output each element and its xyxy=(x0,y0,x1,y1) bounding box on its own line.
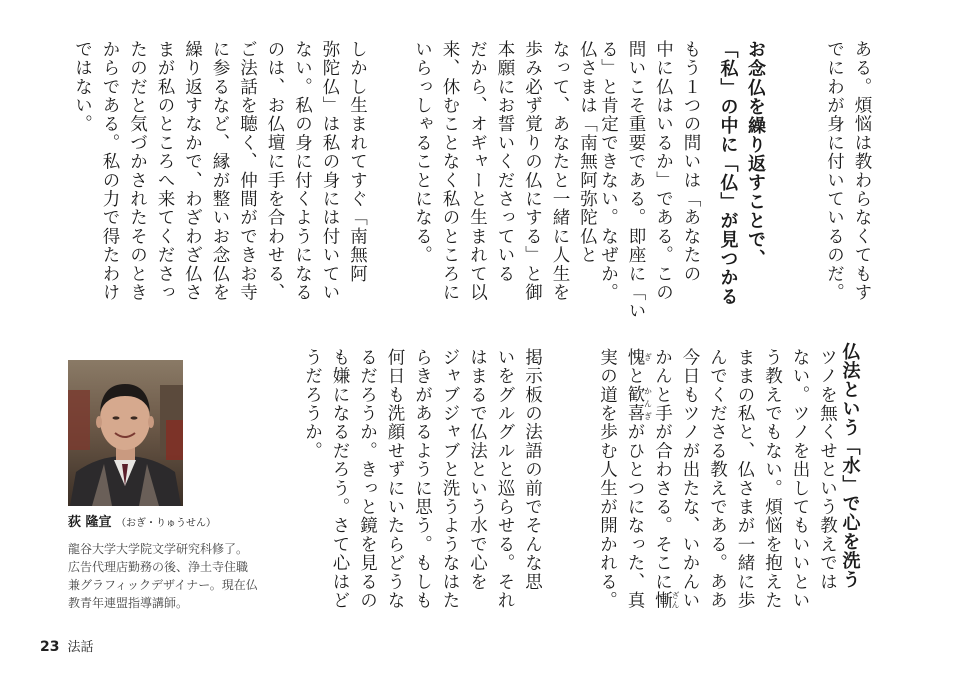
author-name-reading: （おぎ・りゅうせん） xyxy=(116,518,217,529)
upper-paragraph-1: もう１つの問いは「あなたの 中に仏はいるか」である。この 問いこそ重要である。即座に「い る」と肯定できない。なぜか。 xyxy=(598,40,701,321)
section-label: 法話 xyxy=(67,640,94,655)
page-number: 23 xyxy=(40,639,60,655)
section-heading-1: お念仏を繰り返すことで、 「私」の中に「仏」が見つかる xyxy=(717,40,766,306)
ruby-ki: 愧ぎ xyxy=(625,348,653,367)
ruby-kanki: 歓喜かんぎ xyxy=(625,385,653,423)
lower-paragraph-1: ツノを無くせという教えでは ない。ツノを出してもいいとい う教えでもない。煩悩を抱えた ままの私と、仏さまが一緒に歩 んでくださる教えである。ああ 今日もツノが出たな、いかんい かんと手が合わさる。そこに慚ざん 愧ぎと歓喜かんぎがひとつになった、真 実の道を歩む人生が開かれる。 xyxy=(597,348,838,610)
page-footer xyxy=(40,636,94,655)
continuation-text: ある。煩悩は教わらなくてもす でにわが身に付いているのだ。 xyxy=(824,40,872,302)
author-photo xyxy=(68,360,183,506)
ruby-zan: 慚ざん xyxy=(652,591,680,610)
upper-paragraph-2: 仏さまは「南無阿弥陀仏と なって、あなたと一緒に人生を 歩み必ず覚りの仏にする」と御 本願にお誓いくださっている だから、オギャーと生まれて以 来、休むことなく私のところに いらっしゃることになる。 xyxy=(412,40,598,302)
lower-paragraph-2: 掲示板の法語の前でそんな思 いをグルグルと巡らせる。それ はまるで仏法という水で心を ジャブジャブと洗うようなはた らきがあるように思う。もしも 何日も洗顔せずにいたらどうな るだろうか。きっと鏡を見るの も嫌になるだろう。さて心はど うだろうか。 xyxy=(302,348,543,610)
author-portrait-image xyxy=(68,360,183,506)
author-name: 荻 隆宣 （おぎ・りゅうせん） xyxy=(68,515,217,530)
upper-paragraph-3: しかし生まれてすぐ「南無阿 弥陀仏」は私の身には付いてい ない。私の身に付くようになる のは、お仏壇に手を合わせる、 ご法話を聴く、仲間ができお寺 に参るなど、縁が整いお念仏を 繰り返すなかで、わざわざ仏さ まが私のところへ来てくださっ たのだと気づかされたそのとき からである。私の力で得たわけ ではない。 xyxy=(72,40,368,302)
author-bio: 龍谷大学大学院文学研究科修了。 広告代理店勤務の後、浄土寺住職 兼グラフィックデザイナー。現在仏 教青年連盟指導講師。 xyxy=(68,542,258,610)
section-heading-2: 仏法という「水」で心を洗う xyxy=(839,342,861,589)
